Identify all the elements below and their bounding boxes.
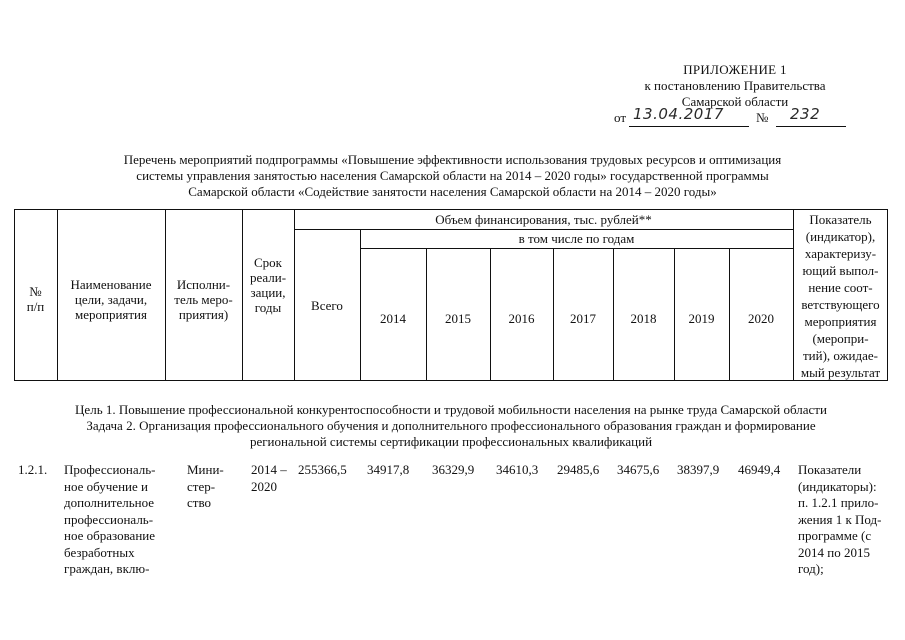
header-executor: Исполни- тель меро- приятия) (174, 276, 233, 322)
appendix-dateline (600, 105, 870, 128)
header-year-2014: 2014 (380, 311, 406, 326)
task-text-2: региональной системы сертификации профессиональных квалификаций (249, 434, 653, 449)
row-value-2020: 46949,4 (738, 462, 781, 477)
header-by-years: в том числе по годам (518, 231, 635, 246)
number-handwritten: 232 (790, 105, 821, 123)
header-year-2017: 2017 (570, 311, 596, 326)
header-indicator: Показатель (индикатор), характеризу- ющий выпол- нение соот- ветствующего мероприятия (меропри- тий), ожидае- мый результат (800, 212, 881, 380)
header-year-2019: 2019 (688, 311, 715, 326)
header-funding: Объем финансирования, тыс. рублей** (435, 211, 652, 227)
task-text-1: Задача 2. Организация профессионального обучения и дополнительного профессионального образования граждан и формирование (86, 418, 816, 433)
number-underline (776, 126, 846, 127)
header-table (14, 209, 888, 381)
title-line-1: Перечень мероприятий подпрограммы «Повышение эффективности использования трудовых ресурсов и оптимизация (123, 152, 782, 167)
date-underline (629, 126, 749, 127)
row-total: 255366,5 (298, 462, 347, 477)
row-value-2018: 34675,6 (617, 462, 660, 477)
number-prefix: № (756, 110, 769, 125)
appendix-title: ПРИЛОЖЕНИЕ 1 (683, 62, 787, 77)
date-prefix: от (614, 110, 627, 125)
title-line-2: системы управления занятостью населения Самарской области на 2014 – 2020 годы» государственной программы (136, 168, 769, 183)
row-value-2015: 36329,9 (432, 462, 475, 477)
date-handwritten: 13.04.2017 (633, 105, 724, 123)
title-line-3: Самарской области «Содействие занятости населения Самарской области на 2014 – 2020 годы» (188, 184, 717, 199)
header-year-2018: 2018 (630, 311, 657, 326)
table-row (0, 462, 905, 632)
header-year-2015: 2015 (445, 311, 471, 326)
goal-text: Цель 1. Повышение профессиональной конкурентоспособности и трудовой мобильности населения на рынке труда Самарской области (75, 402, 827, 417)
row-name: Профессиональ- ное обучение и дополнительное профессиональ- ное образование безработных граждан, вклю- (64, 462, 156, 576)
header-year-2016: 2016 (508, 311, 535, 326)
appendix-block (600, 62, 870, 128)
row-value-2019: 38397,9 (677, 462, 720, 477)
row-value-2016: 34610,3 (496, 462, 539, 477)
row-term: 2014 – 2020 (251, 462, 287, 494)
document-title (40, 152, 865, 200)
row-executor: Мини- стер- ство (187, 462, 224, 510)
appendix-line2: к постановлению Правительства (644, 78, 826, 93)
row-indicator: Показатели (индикаторы): п. 1.2.1 прило- жения 1 к Под- программе (с 2014 по 2015 год); (798, 462, 882, 576)
header-total: Всего (311, 297, 343, 313)
header-num: № п/п (26, 284, 45, 314)
row-value-2014: 34917,8 (367, 462, 410, 477)
appendix-line3: Самарской области (681, 94, 789, 109)
header-term: Срок реали- зации, годы (249, 255, 287, 315)
row-num: 1.2.1. (18, 462, 48, 477)
row-value-2017: 29485,6 (557, 462, 600, 477)
section-heading (14, 402, 888, 450)
header-year-2020: 2020 (748, 311, 774, 326)
header-name: Наименование цели, задачи, мероприятия (70, 276, 152, 322)
